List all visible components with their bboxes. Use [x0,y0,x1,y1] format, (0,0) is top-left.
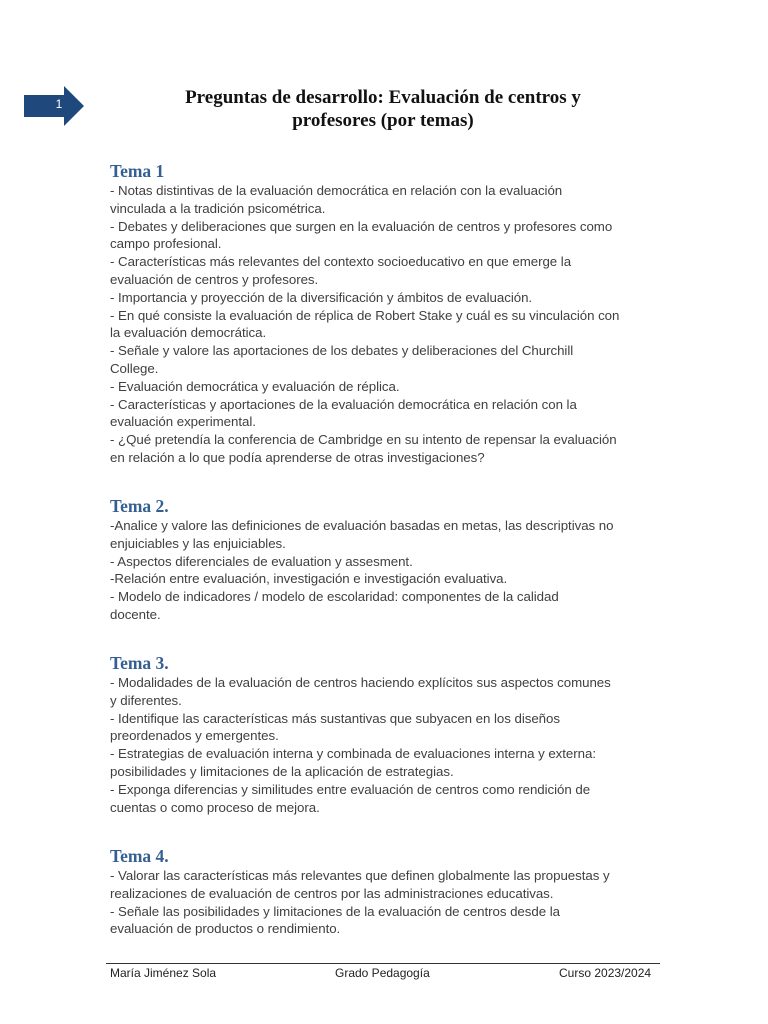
section-heading: Tema 2. [110,496,169,516]
text-line: campo profesional. [110,236,222,252]
footer-course: Curso 2023/2024 [559,966,652,980]
section-heading: Tema 1 [110,161,165,181]
text-line: evaluación de centros y profesores. [110,271,319,287]
question-list [110,517,660,624]
text-line: vinculada a la tradición psicométrica. [110,200,326,216]
text-line: - Valorar las características más relevantes que definen globalmente las propuestas y [110,868,610,883]
page-title-line-1: Preguntas de desarrollo: Evaluación de centros y [185,87,581,108]
page-title-line-2: profesores (por temas) [292,110,474,131]
section-heading: Tema 4. [110,846,169,866]
text-line: - Evaluación democrática y evaluación de réplica. [110,378,400,394]
text-line: - Exponga diferencias y similitudes entre evaluación de centros como rendición de [110,781,591,797]
text-line: y diferentes. [110,692,182,708]
text-line: -Relación entre evaluación, investigación e investigación evaluativa. [110,571,508,587]
footer-divider [106,963,660,964]
page-title [110,86,656,132]
question-list [110,867,660,938]
section-tema-4 [110,846,660,938]
question-list [110,182,660,467]
text-line: docente. [110,606,161,622]
text-line: - Estrategias de evaluación interna y combinada de evaluaciones interna y externa: [110,746,596,762]
page-number: 1 [55,97,63,111]
footer-degree: Grado Pedagogía [335,966,430,980]
text-line: -Analice y valore las definiciones de evaluación basadas en metas, las descriptivas no [110,518,614,533]
text-line: preordenados y emergentes. [110,728,279,744]
text-line: evaluación experimental. [110,414,256,430]
text-line: - Modelo de indicadores / modelo de escolaridad: componentes de la calidad [110,589,559,605]
text-line: - Características más relevantes del contexto socioeducativo en que emerge la [110,254,572,270]
section-heading: Tema 3. [110,653,169,673]
text-line: - Señale y valore las aportaciones de los debates y deliberaciones del Churchill [110,343,574,359]
text-line: - Señale las posibilidades y limitaciones de la evaluación de centros desde la [110,903,560,919]
text-line: - Notas distintivas de la evaluación democrática en relación con la evaluación [110,183,563,198]
text-line: - ¿Qué pretendía la conferencia de Cambridge en su intento de repensar la evaluación [110,432,617,448]
question-list [110,674,660,816]
text-line: evaluación de productos o rendimiento. [110,921,341,937]
text-line: realizaciones de evaluación de centros por las administraciones educativas. [110,885,554,901]
text-line: - Características y aportaciones de la evaluación democrática en relación con la [110,396,577,412]
text-line: - Importancia y proyección de la diversificación y ámbitos de evaluación. [110,289,533,305]
text-line: College. [110,360,159,376]
text-line: - En qué consiste la evaluación de réplica de Robert Stake y cuál es su vinculación con [110,307,620,323]
text-line: - Aspectos diferenciales de evaluation y assesment. [110,553,413,569]
section-tema-3 [110,653,660,816]
text-line: - Debates y deliberaciones que surgen en la evaluación de centros y profesores como [110,218,613,234]
section-tema-2 [110,496,660,624]
text-line: la evaluación democrática. [110,325,267,341]
page-number-arrow [24,86,86,126]
text-line: en relación a lo que podía aprenderse de otras investigaciones? [110,449,485,465]
footer-author: María Jiménez Sola [110,966,217,980]
text-line: enjuiciables y las enjuiciables. [110,535,286,551]
text-line: - Identifique las características más sustantivas que subyacen en los diseños [110,710,560,726]
section-tema-1 [110,161,660,467]
text-line: - Modalidades de la evaluación de centros haciendo explícitos sus aspectos comunes [110,675,611,690]
text-line: cuentas o como proceso de mejora. [110,799,320,815]
text-line: posibilidades y limitaciones de la aplicación de estrategias. [110,763,454,779]
